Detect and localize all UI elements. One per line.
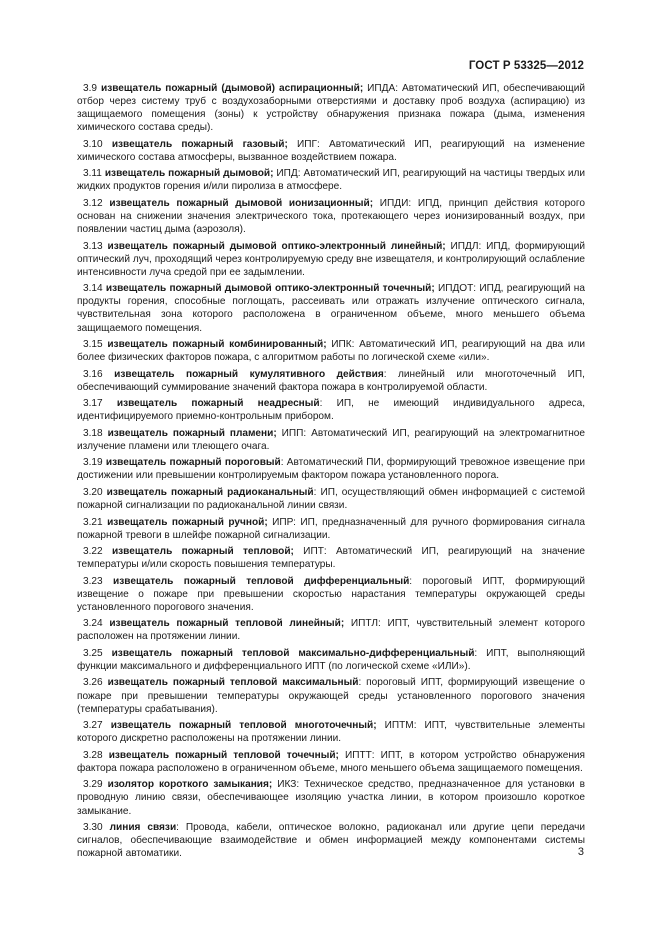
term-entry bbox=[77, 167, 585, 193]
term-name: извещатель пожарный неадресный bbox=[116, 398, 320, 410]
term-name: извещатель пожарный тепловой максимальный bbox=[107, 677, 359, 689]
term-entry bbox=[77, 647, 585, 673]
term-definition: ИКЗ: Техническое средство, предназначенное для установки в проводную линию связи, обеспечивающее изоляцию участка линии, в котором произошло короткое замыкание. bbox=[77, 779, 586, 817]
term-name: извещатель пожарный пламени; bbox=[107, 427, 277, 439]
terms-list bbox=[77, 82, 585, 864]
term-number: 3.9 bbox=[83, 83, 98, 94]
term-number: 3.16 bbox=[83, 368, 103, 380]
term-definition: ИПР: ИП, предназначенный для ручного формирования сигнала пожарной тревоги в шлейфе пожарной сигнализации. bbox=[77, 516, 585, 541]
term-number: 3.26 bbox=[83, 677, 103, 689]
term-definition: ИПДИ: ИПД, принцип действия которого основан на снижении значения электрического тока, протекающего через ионизированный воздух, при появлении частиц дыма (аэрозоля). bbox=[77, 197, 585, 236]
term-name: извещатель пожарный дымовой оптико-электронный точечный; bbox=[105, 283, 435, 295]
term-number: 3.11 bbox=[83, 168, 102, 180]
term-entry bbox=[77, 427, 585, 453]
term-entry bbox=[77, 338, 585, 364]
term-name: извещатель пожарный дымовой ионизационный; bbox=[109, 197, 374, 209]
term-definition: ИПГ: Автоматический ИП, реагирующий на изменение химического состава атмосферы, вызванное воздействием пожара. bbox=[77, 138, 585, 163]
term-entry bbox=[77, 456, 585, 482]
term-name: извещатель пожарный ручной; bbox=[107, 516, 268, 528]
term-definition: ИПТТ: ИПТ, в котором устройство обнаружения фактора пожара расположено в ограниченном объеме, много меньшего объема защищаемого помещения. bbox=[77, 749, 585, 774]
term-number: 3.22 bbox=[83, 546, 103, 558]
term-number: 3.17 bbox=[83, 398, 103, 410]
term-number: 3.20 bbox=[83, 486, 103, 498]
term-definition: ИПДОТ: ИПД, реагирующий на продукты горения, способные поглощать, рассеивать или отражать излучение оптического сигнала, чувствительная зона которого расположена в ограниченном объеме, много меньшего объема защищаемого помещения. bbox=[77, 283, 585, 334]
term-name: извещатель пожарный тепловой дифференциальный bbox=[113, 575, 410, 587]
term-entry bbox=[77, 821, 585, 860]
term-entry bbox=[77, 575, 585, 614]
term-number: 3.25 bbox=[83, 647, 103, 659]
term-definition: ИПТЛ: ИПТ, чувствительный элемент которого расположен на протяжении линии. bbox=[77, 618, 586, 643]
term-name: извещатель пожарный радиоканальный bbox=[106, 486, 314, 498]
term-number: 3.27 bbox=[83, 720, 103, 732]
term-name: извещатель пожарный тепловой многоточечный; bbox=[110, 720, 377, 732]
term-entry bbox=[77, 240, 585, 279]
term-definition: : ИПТ, выполняющий функции максимального и дифференциального ИПТ (по логической схеме «ИЛИ»). bbox=[77, 647, 585, 672]
term-entry bbox=[77, 516, 585, 542]
term-number: 3.29 bbox=[83, 779, 103, 791]
term-name: извещатель пожарный дымовой; bbox=[104, 168, 274, 180]
term-name: извещатель пожарный (дымовой) аспирационный; bbox=[101, 83, 364, 94]
term-name: линия связи bbox=[109, 821, 177, 833]
term-number: 3.13 bbox=[83, 240, 103, 252]
term-entry bbox=[77, 82, 585, 134]
term-name: извещатель пожарный кумулятивного действия bbox=[114, 368, 384, 380]
term-name: извещатель пожарный комбинированный; bbox=[107, 339, 327, 351]
term-entry bbox=[77, 138, 585, 164]
term-entry bbox=[77, 617, 585, 643]
term-number: 3.18 bbox=[83, 427, 103, 439]
term-definition: : пороговый ИПТ, формирующий извещение о пожаре при превышении температуры окружающей среды установленного порогового значения (температуры срабатывания). bbox=[77, 677, 585, 715]
term-name: извещатель пожарный пороговый bbox=[105, 457, 281, 469]
page-number: 3 bbox=[577, 846, 584, 858]
term-name: извещатель пожарный тепловой линейный; bbox=[109, 618, 345, 630]
term-definition: ИПК: Автоматический ИП, реагирующий на два или более физических факторов пожара, с алгоритмом работы по логической схеме «или». bbox=[77, 339, 585, 364]
term-entry bbox=[77, 397, 585, 423]
term-entry bbox=[77, 676, 585, 715]
term-name: изолятор короткого замыкания; bbox=[107, 779, 273, 791]
term-entry bbox=[77, 719, 585, 745]
term-definition: ИПТМ: ИПТ, чувствительные элементы которого дискретно расположены на протяжении линии. bbox=[77, 720, 585, 745]
term-number: 3.12 bbox=[83, 197, 103, 209]
term-number: 3.14 bbox=[83, 283, 103, 295]
term-definition: ИПДЛ: ИПД, формирующий оптический луч, проходящий через контролируемую среду вне извещателя, и контролирующий ослабление интенсивности луча средой при ее задымлении. bbox=[77, 240, 585, 278]
term-number: 3.28 bbox=[83, 749, 103, 761]
term-entry bbox=[77, 486, 585, 512]
term-number: 3.15 bbox=[83, 339, 103, 351]
term-name: извещатель пожарный тепловой максимально-дифференциальный bbox=[111, 647, 475, 659]
term-entry bbox=[77, 368, 585, 394]
term-definition: : пороговый ИПТ, формирующий извещение о пожаре при превышении скоростью нарастания температуры окружающей среды установленного порогового значения. bbox=[77, 575, 585, 613]
term-definition: ИПП: Автоматический ИП, реагирующий на электромагнитное излучение пламени или тлеющего очага. bbox=[77, 427, 585, 452]
term-number: 3.21 bbox=[83, 516, 103, 528]
standard-header: ГОСТ Р 53325—2012 bbox=[468, 60, 584, 72]
term-definition: ИПДА: Автоматический ИП, обеспечивающий отбор через систему труб с воздухозаборными отверстиями и доставку проб воздуха (аспирацию) из защищаемого помещения (зоны) к устройству обнаружения признака пожара (дыма, изменения химического состава среды). bbox=[77, 83, 585, 134]
term-definition: : ИП, не имеющий индивидуального адреса, идентифицируемого приемно-контрольным прибором. bbox=[77, 398, 585, 423]
term-entry bbox=[77, 749, 585, 775]
term-name: извещатель пожарный дымовой оптико-электронный линейный; bbox=[107, 240, 446, 252]
term-definition: ИПТ: Автоматический ИП, реагирующий на значение температуры и/или скорость повышения температуры. bbox=[77, 546, 585, 571]
term-entry bbox=[77, 197, 585, 236]
term-entry bbox=[77, 545, 585, 571]
term-number: 3.19 bbox=[83, 457, 103, 469]
term-name: извещатель пожарный газовый; bbox=[111, 138, 288, 150]
term-definition: : линейный или многоточечный ИП, обеспечивающий суммирование значений фактора пожара в контролируемой области. bbox=[77, 368, 585, 393]
term-definition: ИПД: Автоматический ИП, реагирующий на частицы твердых или жидких продуктов горения и/или пиролиза в атмосфере. bbox=[77, 168, 586, 193]
term-number: 3.10 bbox=[83, 138, 103, 150]
term-definition: : ИП, осуществляющий обмен информацией с системой пожарной сигнализации по радиоканальной линии связи. bbox=[77, 486, 585, 512]
term-number: 3.30 bbox=[83, 821, 103, 833]
term-definition: : Автоматический ПИ, формирующий тревожное извещение при достижении или превышении контролируемым фактором пожара установленного порога. bbox=[77, 457, 585, 482]
term-definition: : Провода, кабели, оптическое волокно, радиоканал или другие цепи передачи сигналов, обеспечивающие взаимодействие и обмен информацией между компонентами системы пожарной автоматики. bbox=[77, 821, 585, 860]
term-name: извещатель пожарный тепловой; bbox=[111, 546, 294, 558]
term-entry bbox=[77, 778, 585, 817]
term-name: извещатель пожарный тепловой точечный; bbox=[108, 749, 339, 761]
term-number: 3.23 bbox=[83, 575, 103, 587]
term-entry bbox=[77, 282, 585, 334]
term-number: 3.24 bbox=[83, 618, 103, 630]
